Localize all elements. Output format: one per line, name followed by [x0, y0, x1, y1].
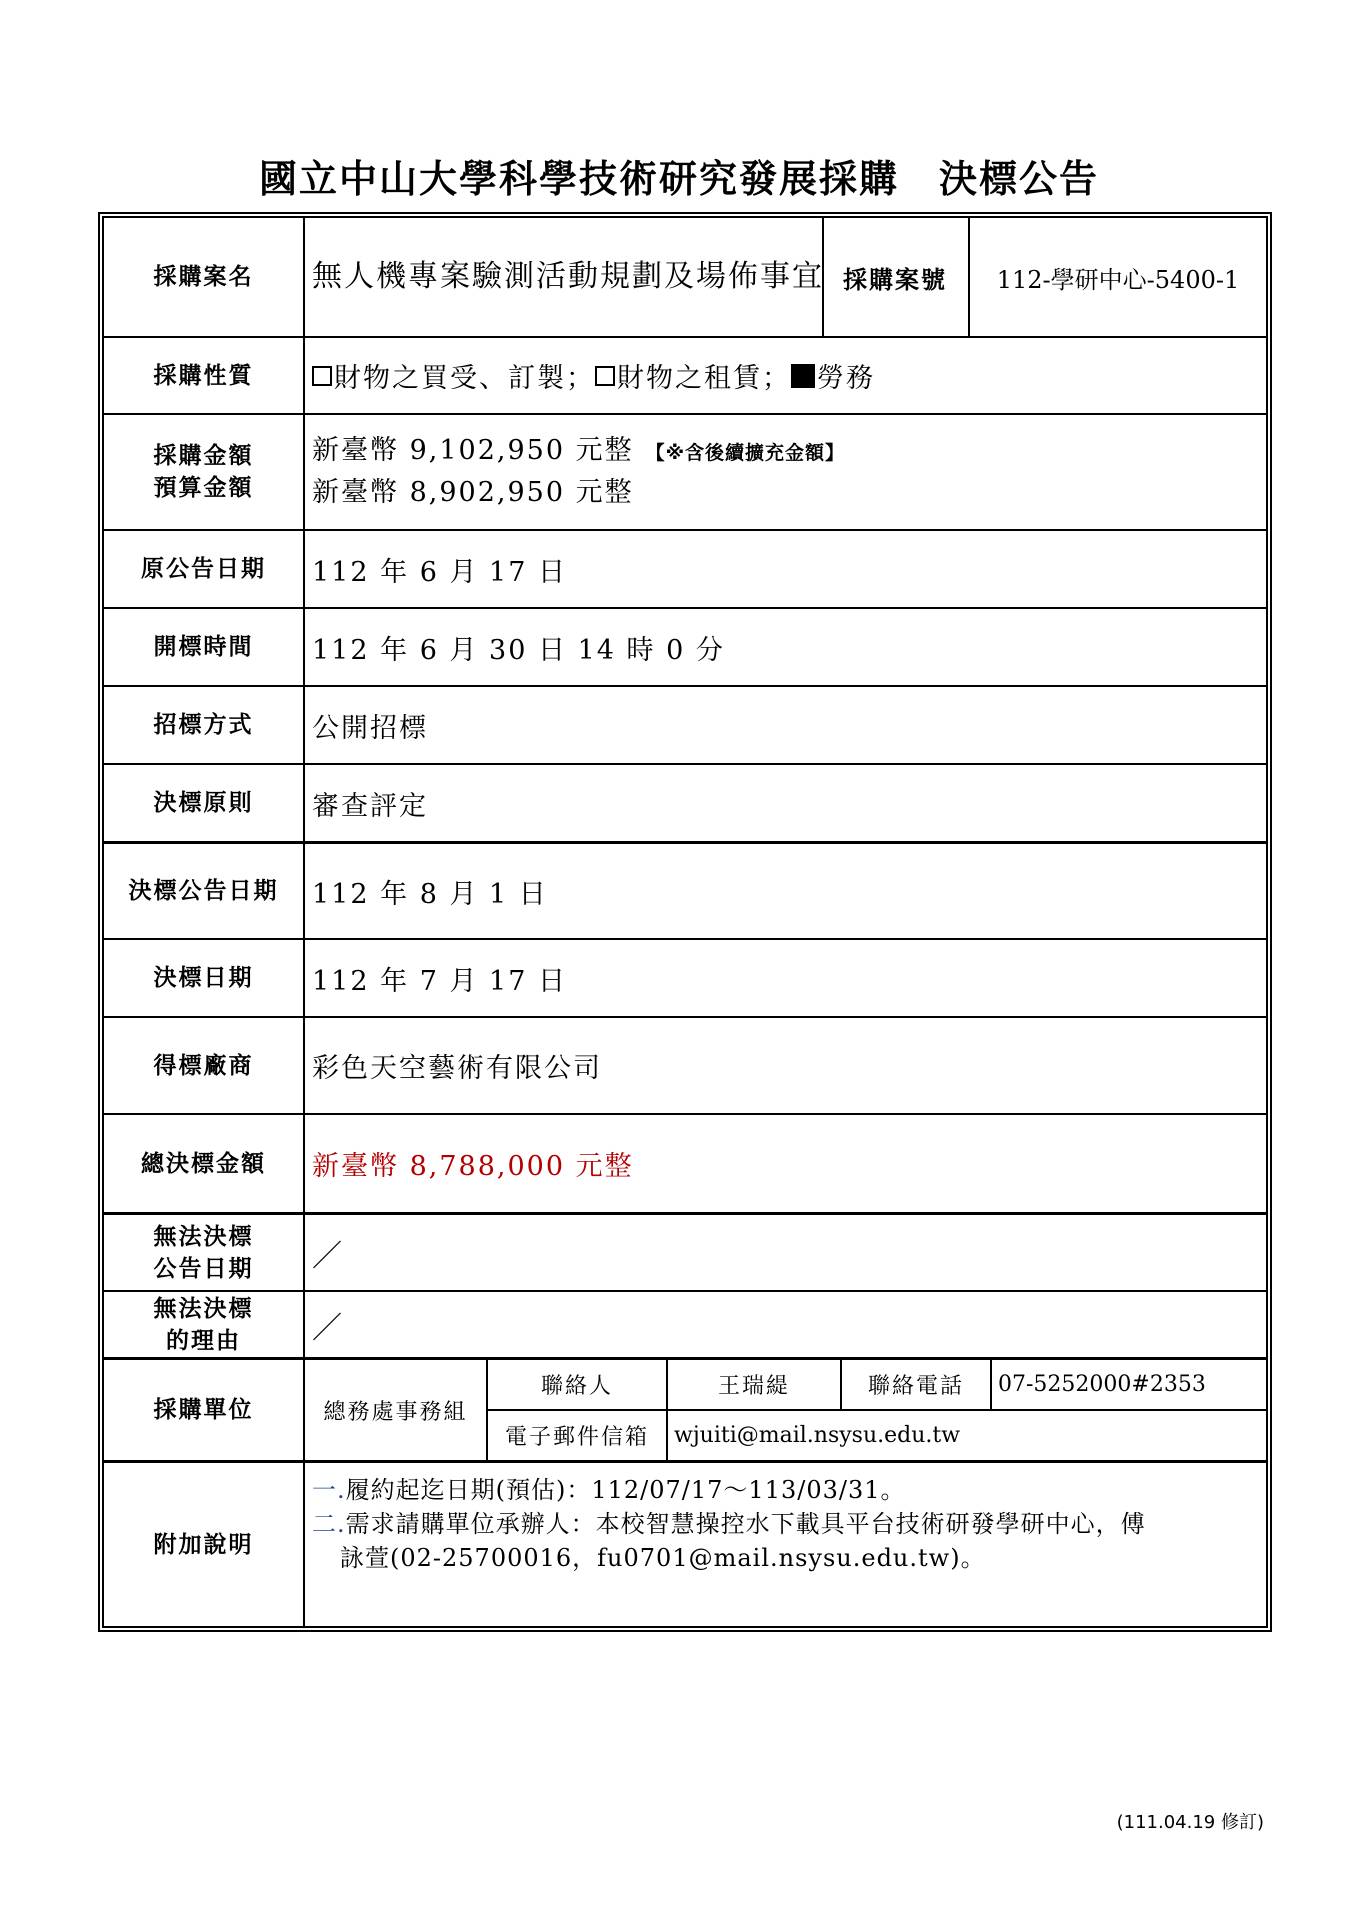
value-amount: [312, 415, 1258, 529]
label-vendor: 得標廠商: [104, 1018, 305, 1113]
row-no-award-date: [104, 1215, 1266, 1292]
value-nature: [312, 338, 1258, 413]
value-contact-name: 王瑞緹: [717, 1374, 790, 1399]
row-award-date: [104, 940, 1266, 1018]
label-no-award-date: [104, 1215, 305, 1290]
value-budget-amount: 新臺幣 8,902,950 元整: [312, 477, 634, 508]
value-award-date: 112 年 7 月 17 日: [312, 965, 567, 997]
label-orig-date: 原公告日期: [104, 531, 305, 607]
row-nature: [104, 338, 1266, 415]
value-case-name: 無人機專案驗測活動規劃及場佈事宜: [312, 259, 824, 294]
label-purchase-amount: 採購金額: [153, 443, 254, 469]
label-award-date: 決標日期: [104, 940, 305, 1016]
row-orig-date: [104, 531, 1266, 609]
label-no-award-date-line2: 公告日期: [153, 1255, 254, 1282]
value-total: 新臺幣 8,788,000 元整: [312, 1151, 634, 1182]
notes-list: [312, 1473, 1258, 1575]
row-open-time: [104, 609, 1266, 687]
label-no-award-reason: [104, 1292, 305, 1357]
note-item-1: 一.履約起迄日期(預估)：112/07/17～113/03/31。: [312, 1476, 906, 1504]
row-vendor: [104, 1018, 1266, 1115]
row-notes: [104, 1463, 1266, 1626]
slash-no-award-reason: ／: [312, 1310, 344, 1346]
page-title: 國立中山大學科學技術研究發展採購 決標公告: [258, 157, 1099, 201]
checkbox-goods-purchase: [312, 366, 332, 386]
label-email: 電子郵件信箱: [504, 1425, 649, 1450]
checkbox-goods-lease: [595, 366, 615, 386]
row-case-name: [104, 218, 1266, 338]
label-total: 總決標金額: [104, 1115, 305, 1212]
option-goods-purchase: 財物之買受、訂製；: [334, 363, 595, 394]
label-award-notice-date: 決標公告日期: [104, 844, 305, 938]
label-contact: 聯絡人: [540, 1374, 613, 1399]
label-open-time: 開標時間: [104, 609, 305, 685]
value-orig-date: 112 年 6 月 17 日: [312, 556, 567, 588]
label-no-award-date-line1: 無法決標: [153, 1223, 254, 1250]
note-item-2: 二.需求請購單位承辦人：本校智慧操控水下載具平台技術研發學研中心，傅: [312, 1510, 1146, 1538]
value-phone: 07-5252000#2353: [998, 1372, 1206, 1397]
label-no-award-reason-line1: 無法決標: [153, 1295, 254, 1322]
value-method: 公開招標: [312, 712, 428, 744]
row-method: [104, 687, 1266, 765]
label-no-award-reason-line2: 的理由: [166, 1327, 241, 1354]
row-no-award-reason: [104, 1292, 1266, 1360]
slash-no-award-date: ／: [312, 1238, 344, 1274]
label-method: 招標方式: [104, 687, 305, 763]
announcement-table: [98, 212, 1272, 1632]
value-no-award-reason: [312, 1292, 1258, 1357]
row-total: [104, 1115, 1266, 1215]
label-case-number: 採購案號: [843, 265, 947, 294]
label-budget-amount: 預算金額: [153, 475, 254, 501]
value-purchase-amount: 新臺幣 9,102,950 元整: [312, 435, 634, 466]
note-item-2-cont: 詠萱(02-25700016，fu0701@mail.nsysu.edu.tw)。: [340, 1544, 986, 1572]
value-case-number: 112-學研中心-5400-1: [996, 265, 1240, 294]
label-phone: 聯絡電話: [867, 1374, 964, 1399]
value-open-time: 112 年 6 月 30 日 14 時 0 分: [312, 634, 725, 666]
label-nature: 採購性質: [104, 338, 305, 413]
amount-note: 【※含後續擴充金額】: [645, 442, 846, 464]
row-award-notice-date: [104, 844, 1266, 940]
value-email: wjuiti@mail.nsysu.edu.tw: [674, 1423, 961, 1448]
label-unit: 採購單位: [104, 1360, 305, 1460]
label-principle: 決標原則: [104, 765, 305, 841]
value-principle: 審查評定: [312, 790, 428, 822]
checkbox-services: [791, 364, 815, 388]
value-vendor: 彩色天空藝術有限公司: [312, 1053, 602, 1084]
row-unit: [104, 1360, 1266, 1463]
label-notes: 附加說明: [104, 1463, 305, 1626]
value-award-notice-date: 112 年 8 月 1 日: [312, 878, 548, 910]
revision-footer: (111.04.19 修訂): [1116, 1812, 1264, 1833]
value-unit-name: 總務處事務組: [323, 1399, 468, 1425]
label-amount: [104, 415, 305, 529]
option-goods-lease: 財物之租賃；: [617, 363, 791, 394]
label-case-name: 採購案名: [104, 218, 305, 336]
value-no-award-date: [312, 1215, 1258, 1290]
row-principle: [104, 765, 1266, 844]
option-services: 勞務: [817, 363, 875, 394]
row-amount: [104, 415, 1266, 531]
